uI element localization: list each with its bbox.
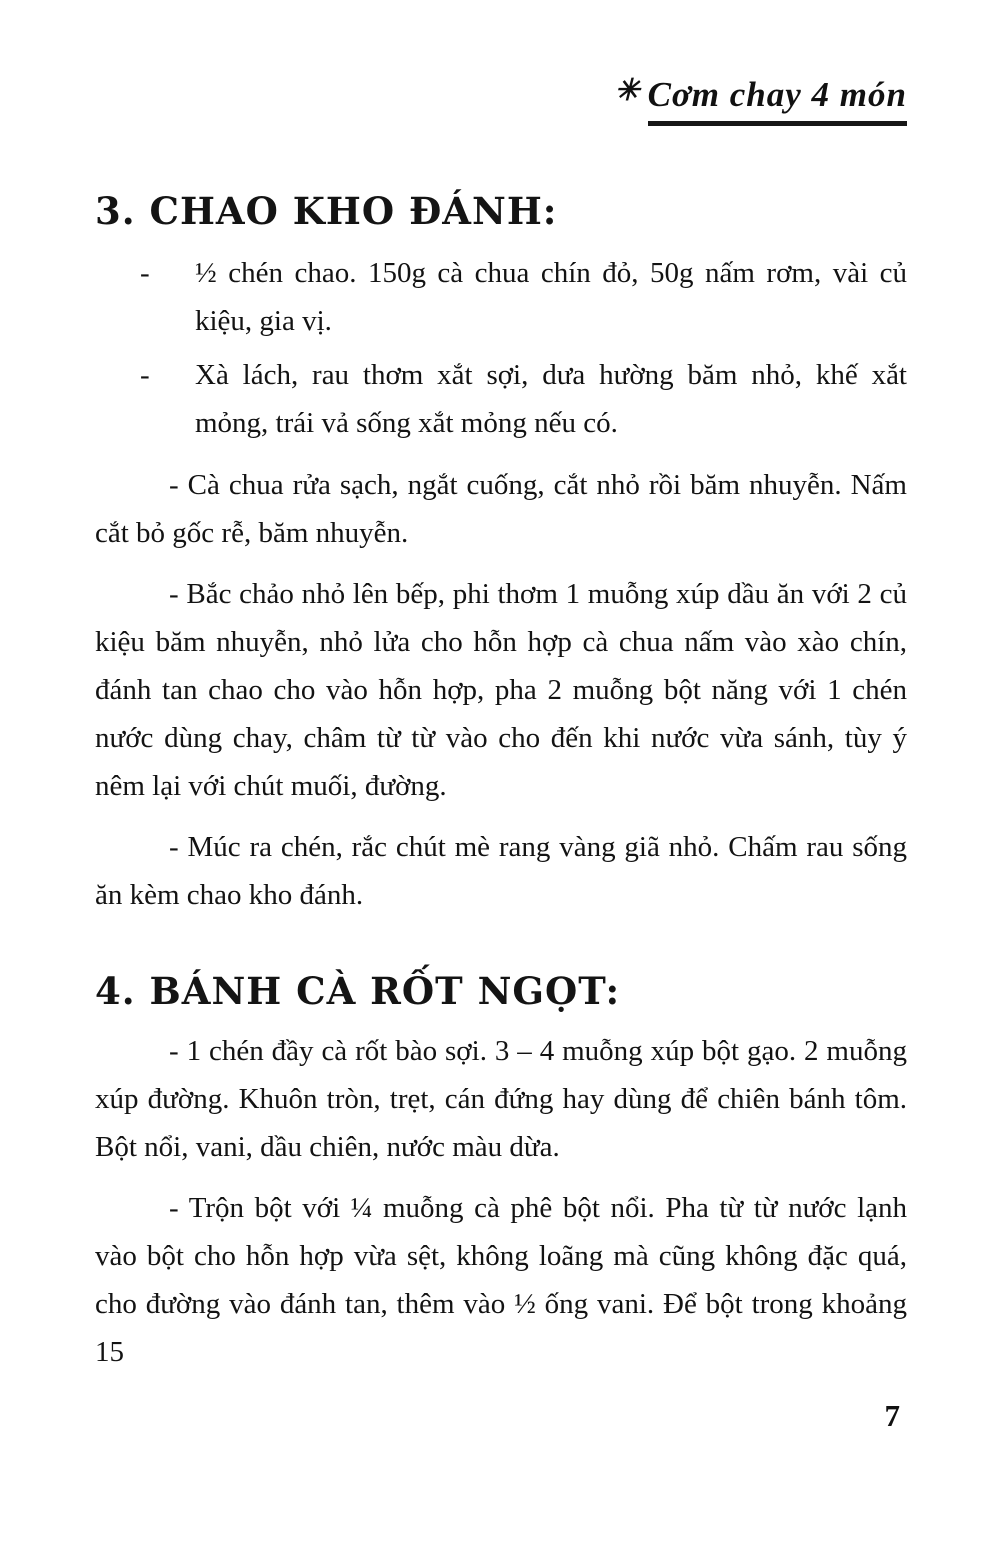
paragraph: - Múc ra chén, rắc chút mè rang vàng giã nhỏ. Chấm rau sống ăn kèm chao kho đánh. — [95, 831, 907, 911]
section-4-body — [95, 1027, 907, 1376]
page-number: 7 — [884, 1398, 900, 1433]
bullet-dash: - — [140, 359, 150, 391]
paragraph: - Bắc chảo nhỏ lên bếp, phi thơm 1 muỗng xúp dầu ăn với 2 củ kiệu băm nhuyễn, nhỏ lửa cho hỗn hợp cà chua nấm vào xào chín, đánh tan chao cho vào hỗn hợp, pha 2 muỗng bột năng với 1 chén nước dùng chay, châm từ từ vào cho đến khi nước vừa sánh, tùy ý nêm lại với chút muối, đường. — [95, 578, 907, 802]
star-icon: ✳ — [614, 74, 640, 107]
list-item-text: ½ chén chao. 150g cà chua chín đỏ, 50g nấm rơm, vài củ kiệu, gia vị. — [195, 257, 907, 337]
paragraph: - Cà chua rửa sạch, ngắt cuống, cắt nhỏ rồi băm nhuyễn. Nấm cắt bỏ gốc rễ, băm nhuyễn. — [95, 469, 907, 549]
running-head-title: Cơm chay 4 món — [648, 77, 907, 126]
running-head — [95, 76, 907, 126]
bullet-dash: - — [140, 257, 150, 289]
section-3-body — [95, 461, 907, 919]
list-item — [95, 249, 907, 345]
section-heading-banh-ca-rot-ngot: 4. BÁNH CÀ RỐT NGỌT: — [95, 969, 621, 1013]
section-heading-chao-kho-danh: 3. CHAO KHO ĐÁNH: — [95, 189, 558, 233]
paragraph: - 1 chén đầy cà rốt bào sợi. 3 – 4 muỗng xúp bột gạo. 2 muỗng xúp đường. Khuôn tròn, trẹt, cán đứng hay dùng để chiên bánh tôm. Bột nổi, vani, dầu chiên, nước màu dừa. — [95, 1035, 907, 1163]
ingredient-list — [95, 249, 907, 447]
paragraph: - Trộn bột với ¼ muỗng cà phê bột nổi. Pha từ từ nước lạnh vào bột cho hỗn hợp vừa sệt, không loãng mà cũng không đặc quá, cho đường vào đánh tan, thêm vào ½ ống vani. Để bột trong khoảng 15 — [95, 1192, 907, 1368]
list-item — [95, 351, 907, 447]
list-item-text: Xà lách, rau thơm xắt sợi, dưa hường băm nhỏ, khế xắt mỏng, trái vả sống xắt mỏng nếu có. — [195, 359, 907, 439]
